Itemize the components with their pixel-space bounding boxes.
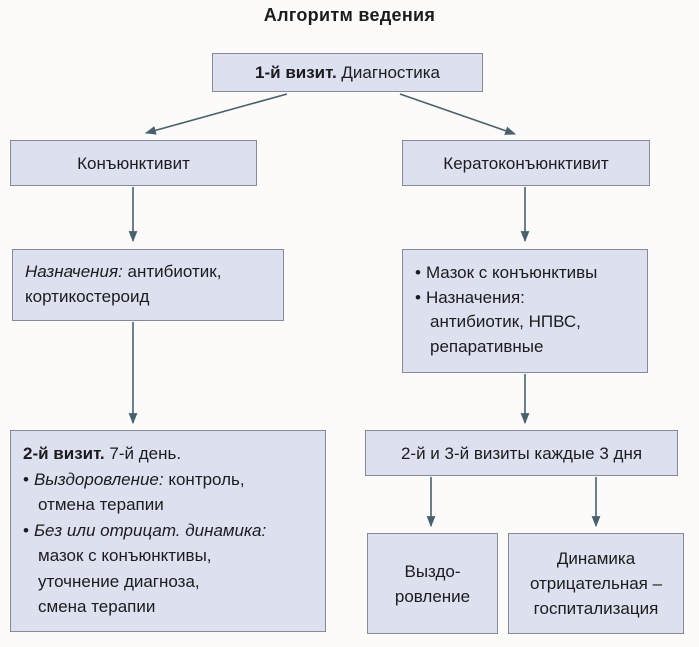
node-keratoconjunctivitis — [402, 140, 650, 186]
node-negative-hospitalization: Динамика отрицательная – госпитализация — [508, 533, 684, 634]
page-title: Алгоритм ведения — [263, 5, 436, 25]
node-label: Конъюнктивит — [77, 153, 190, 173]
bullet-glyph: • — [23, 469, 29, 489]
node-label: 2-й и 3-й визиты каждые 3 дня — [400, 443, 643, 463]
node-conjunctivitis — [10, 140, 257, 186]
node-recovery: Выздо- ровление — [367, 533, 498, 634]
node-visit2-day7 — [10, 430, 326, 632]
node-visits23 — [365, 430, 678, 476]
bullet-glyph: • — [415, 287, 421, 307]
arrow-visit1-to-keratoconjunctivitis — [400, 94, 515, 134]
arrow-visit1-to-conjunctivitis — [146, 94, 287, 133]
bullet-item-prescriptions: • Назначения: антибиотик, НПВС, репаративные — [415, 287, 581, 356]
node-label: 1-й визит. Диагностика — [255, 63, 440, 82]
bullet-glyph: • — [415, 263, 421, 282]
node-label: Кератоконъюнктивит — [443, 153, 609, 173]
node-visit1-diagnostics — [212, 53, 483, 92]
bullet-glyph: • — [23, 520, 29, 540]
node-keratoconjunctivitis-plan — [402, 249, 648, 373]
node-header: 2-й визит. 7-й день. — [23, 444, 182, 463]
bullet-item-negative-dynamics: • Без или отрицат. динамика: мазок с конъюнктивы, уточнение диагноза, смена терапии — [23, 520, 267, 616]
bullet-item-smear: • Мазок с конъюнктивы — [415, 263, 598, 282]
bullet-item-recovery: • Выздоровление: контроль, отмена терапии — [23, 469, 245, 514]
node-conjunctivitis-plan: Назначения: антибиотик, кортикостероид — [12, 249, 284, 321]
